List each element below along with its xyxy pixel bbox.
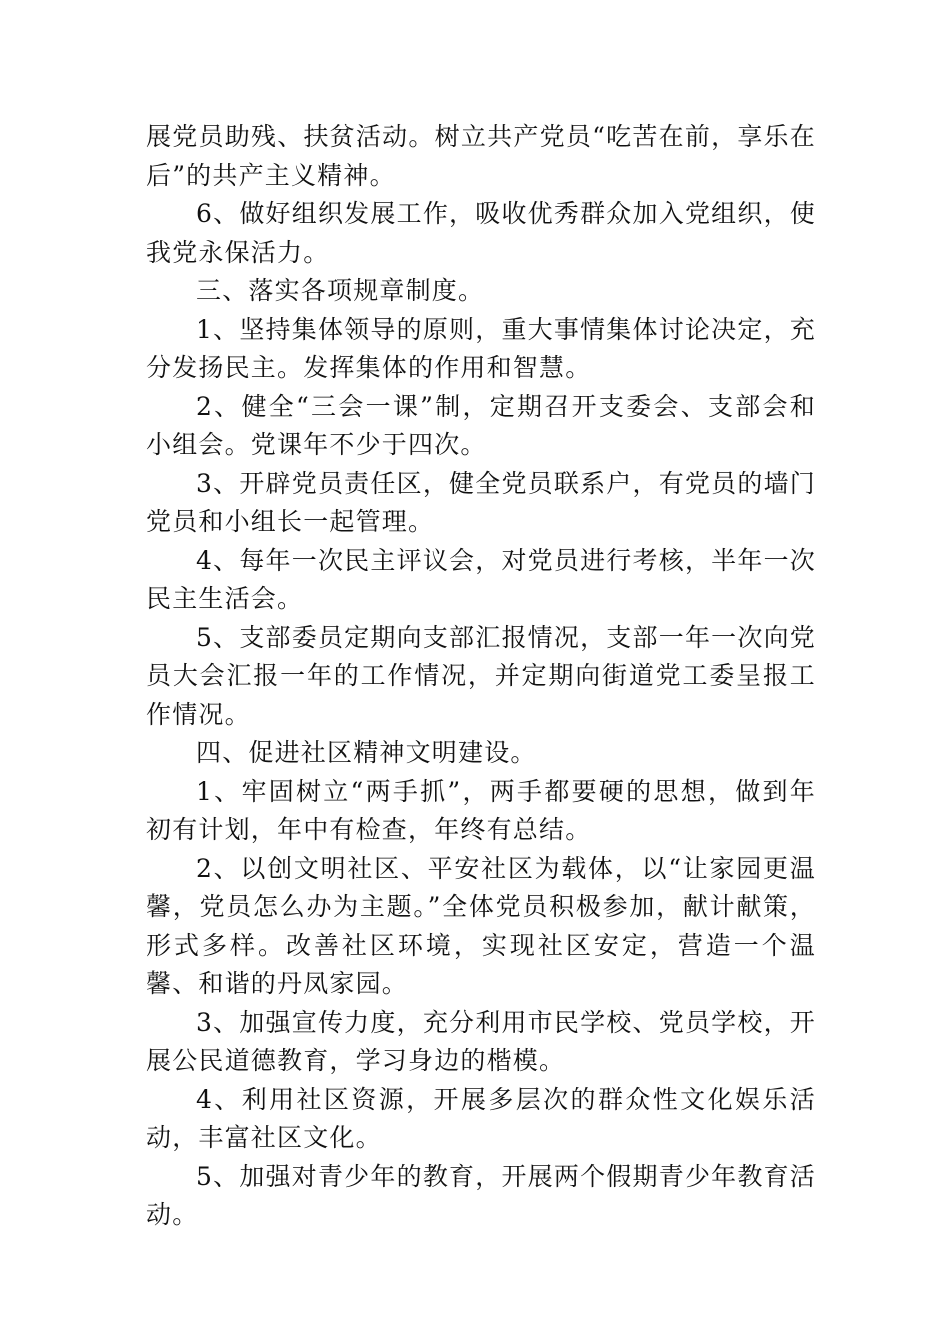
paragraph-7: 4、每年一次民主评议会，对党员进行考核，半年一次民主生活会。 <box>146 545 816 613</box>
paragraph-2: 6、做好组织发展工作，吸收优秀群众加入党组织，使我党永保活力。 <box>146 199 816 267</box>
paragraph-11: 2、以创文明社区、平安社区为载体，以“让家园更温馨，党员怎么办为主题。”全体党员积极参加，献计献策，形式多样。改善社区环境，实现社区安定，营造一个温馨、和谐的丹凤家园。 <box>146 853 816 998</box>
paragraph-13: 4、利用社区资源，开展多层次的群众性文化娱乐活动，丰富社区文化。 <box>146 1084 816 1152</box>
document-body <box>146 118 816 1235</box>
paragraph-4: 1、坚持集体领导的原则，重大事情集体讨论决定，充分发扬民主。发挥集体的作用和智慧。 <box>146 314 816 382</box>
paragraph-6: 3、开辟党员责任区，健全党员联系户，有党员的墙门党员和小组长一起管理。 <box>146 468 816 536</box>
paragraph-10: 1、牢固树立“两手抓”，两手都要硬的思想，做到年初有计划，年中有检查，年终有总结。 <box>146 776 816 844</box>
paragraph-8: 5、支部委员定期向支部汇报情况，支部一年一次向党员大会汇报一年的工作情况，并定期向街道党工委呈报工作情况。 <box>146 622 816 729</box>
paragraph-1: 展党员助残、扶贫活动。树立共产党员“吃苦在前，享乐在后”的共产主义精神。 <box>146 122 816 190</box>
paragraph-5: 2、健全“三会一课”制，定期召开支委会、支部会和小组会。党课年不少于四次。 <box>146 391 816 459</box>
paragraph-14: 5、加强对青少年的教育，开展两个假期青少年教育活动。 <box>146 1161 816 1229</box>
section-heading-4: 四、促进社区精神文明建设。 <box>196 738 537 767</box>
paragraph-12: 3、加强宣传力度，充分利用市民学校、党员学校，开展公民道德教育，学习身边的楷模。 <box>146 1007 816 1075</box>
section-heading-3: 三、落实各项规章制度。 <box>196 276 485 305</box>
